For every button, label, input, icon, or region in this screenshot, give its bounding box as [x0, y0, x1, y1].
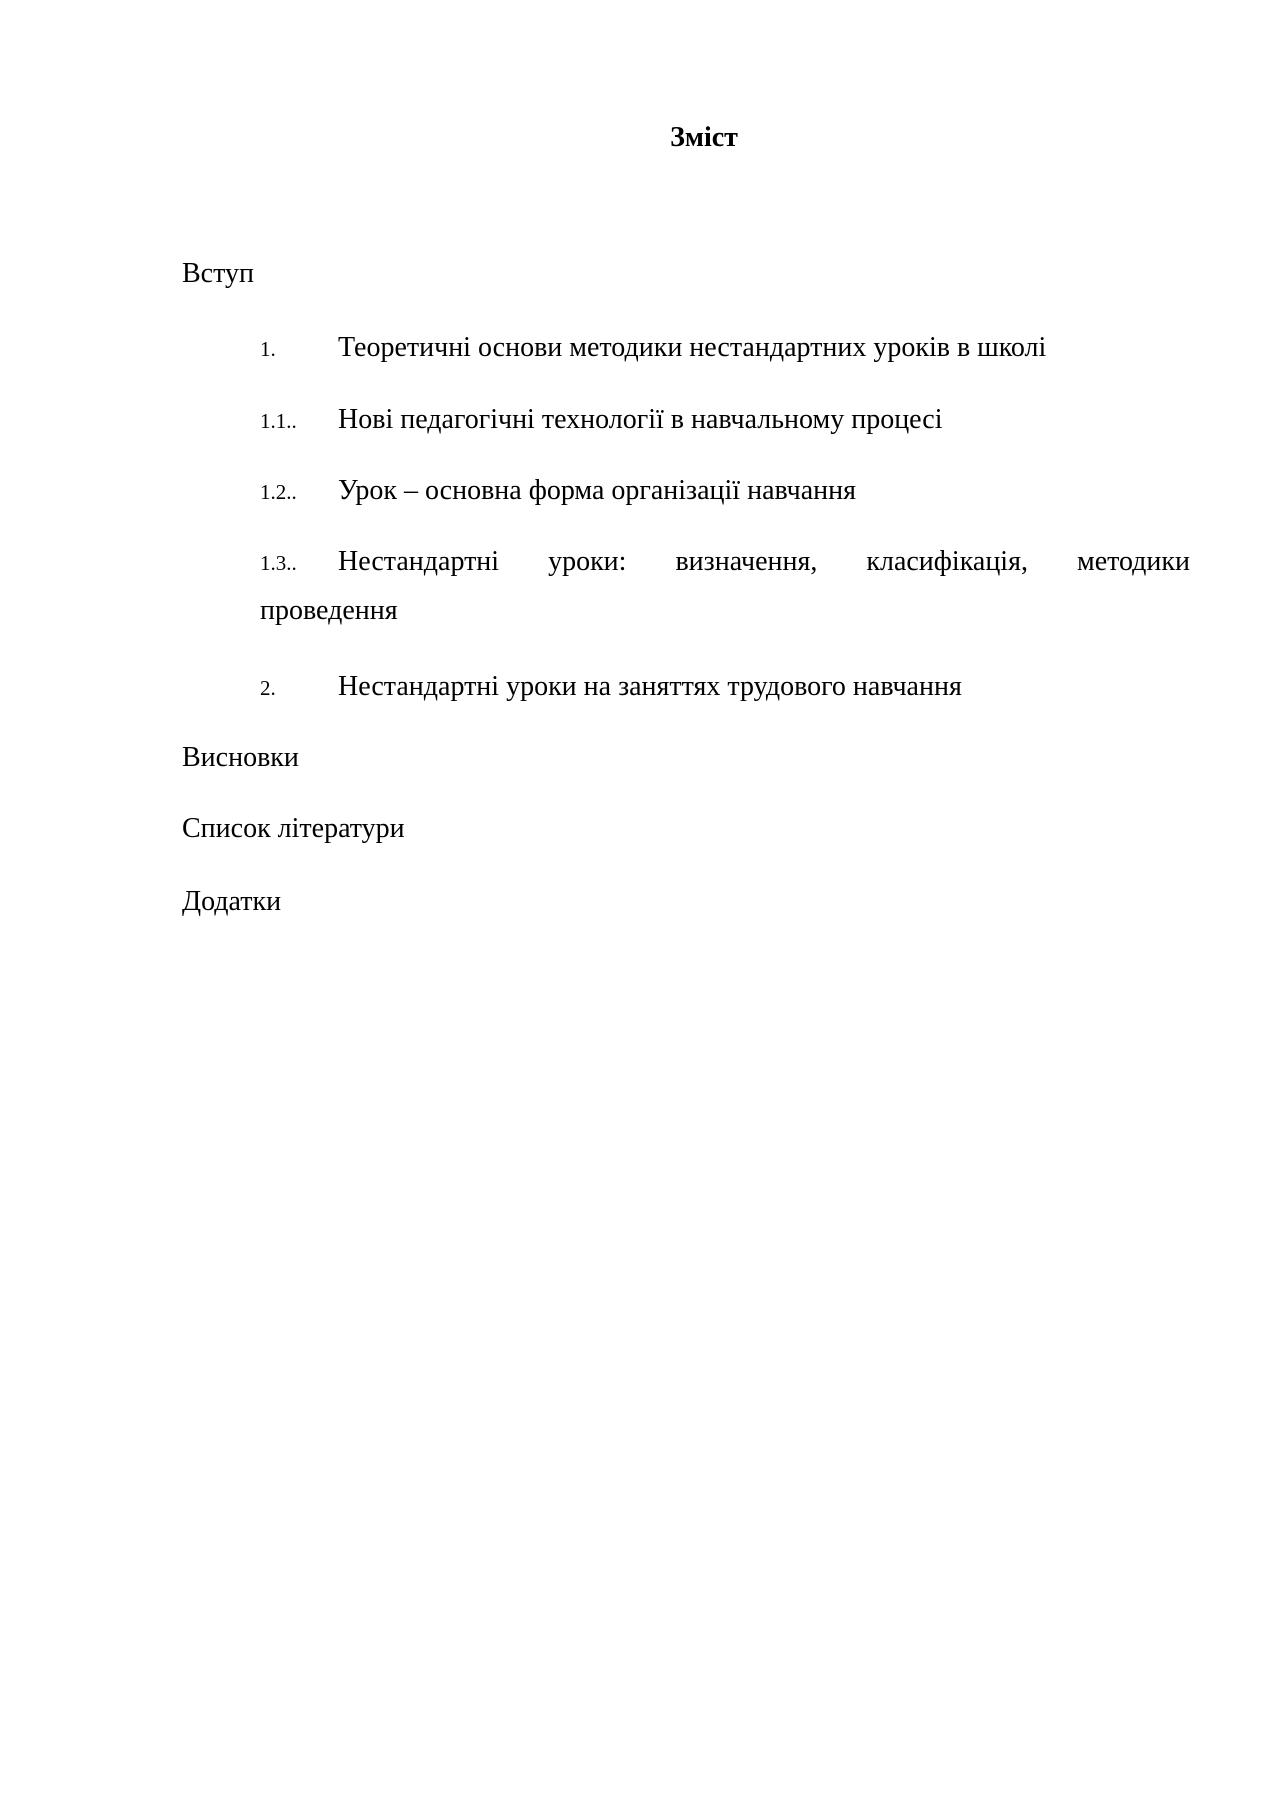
toc-item-label: Урок – основна форма організації навчання: [338, 475, 857, 506]
toc-appendices: Додатки: [182, 886, 282, 917]
page-title: Зміст: [670, 122, 738, 153]
toc-item-word: класифікація,: [866, 546, 1028, 577]
toc-item-number: 1.3..: [260, 551, 297, 575]
toc-item-label: Нестандартні уроки на заняттях трудового навчання: [338, 671, 962, 702]
toc-item-1-3: [260, 538, 1190, 635]
toc-intro: Вступ: [182, 258, 254, 289]
toc-item-1: [260, 328, 1046, 369]
toc-item-word: Нестандартні: [338, 546, 500, 577]
toc-item-number: 1.2..: [260, 480, 297, 504]
toc-item-continuation: проведення: [260, 595, 398, 626]
toc-conclusions: Висновки: [182, 742, 299, 773]
toc-item-label: Нові педагогічні технології в навчальному процесі: [338, 404, 943, 435]
toc-item-1-1: [260, 400, 943, 441]
toc-item-2: [260, 667, 962, 708]
toc-item-number: 1.: [260, 337, 276, 361]
toc-item-1-2: [260, 471, 856, 512]
toc-item-number: 1.1..: [260, 409, 297, 433]
toc-item-word: уроки:: [548, 546, 627, 577]
toc-item-first-line: [260, 538, 1190, 587]
toc-references: Список літератури: [182, 813, 405, 844]
toc-item-word: методики: [1076, 546, 1190, 577]
toc-item-number: 2.: [260, 676, 276, 700]
toc-item-label: Теоретичні основи методики нестандартних уроків в школі: [338, 332, 1047, 363]
toc-item-word: визначення,: [675, 546, 818, 577]
